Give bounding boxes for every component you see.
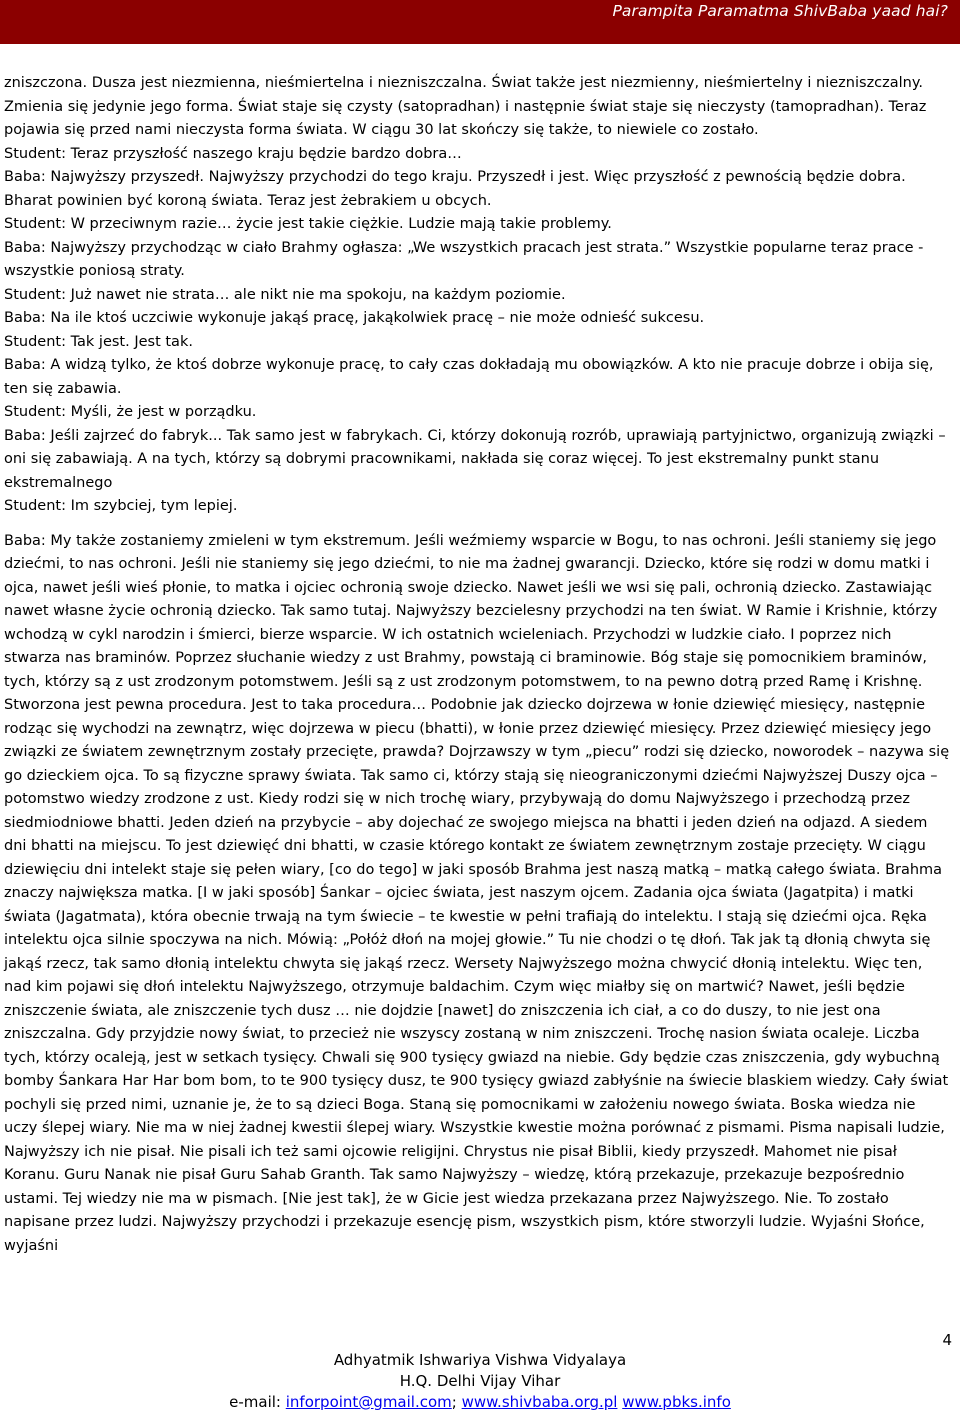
website-link-shivbaba[interactable]: www.shivbaba.org.pl (461, 1393, 618, 1411)
header-title: Parampita Paramatma ShivBaba yaad hai? (612, 2, 948, 20)
dialogue-line: Student: Myśli, że jest w porządku. (4, 404, 257, 420)
paragraph-gap (4, 519, 950, 530)
dialogue-line: Student: W przeciwnym razie… życie jest takie ciężkie. Ludzie mają takie problemy. (4, 216, 612, 232)
dialogue-line: Student: Tak jest. Jest tak. (4, 333, 193, 350)
dialogue-line: Baba: Najwyższy przychodząc w ciało Brahmy ogłasza: „We wszystkich pracach jest strata.” Wszystkie popularne teraz prace - wszystkie poniosą straty. (4, 239, 924, 279)
footer-contact-line (0, 1392, 960, 1413)
dialogue-line: Baba: Najwyższy przyszedł. Najwyższy przychodzi do tego kraju. Przyszedł i jest. Więc przyszłość z pewnością będzie dobra. Bharat powinien być koroną świata. Teraz jest żebrakiem u obcych. (4, 169, 906, 209)
footer-address: H.Q. Delhi Vijay Vihar (399, 1372, 561, 1390)
footer-email-label: e-mail: (229, 1393, 281, 1411)
dialogue-line: Baba: Jeśli zajrzeć do fabryk... Tak samo jest w fabrykach. Ci, którzy dokonują rozrób, uprawiają partyjnictwo, organizują związki – oni się zabawiają. A na tych, którzy są dobrymi pracownikami, nakłada się coraz więcej. To jest ekstremalny punkt stanu ekstremalnego (4, 427, 946, 491)
document-body (4, 72, 950, 1258)
dialogue-line: Student: Im szybciej, tym lepiej. (4, 498, 238, 514)
dialogue-line: Baba: Na ile ktoś uczciwie wykonuje jakąś pracę, jakąkolwiek pracę – nie może odnieść sukcesu. (4, 310, 705, 326)
email-link[interactable]: inforpoint@gmail.com (285, 1393, 452, 1411)
paragraph-main: Baba: My także zostaniemy zmieleni w tym ekstremum. Jeśli weźmiemy wsparcie w Bogu, to nas ochroni. Jeśli staniemy się jego dziećmi, to nas ochroni. Jeśli nie staniemy się jego dziećmi, to nie ma żadnej gwarancji. Dziecko, które się rodzi w domu matki i ojca, nawet jeśli wieś płonie, to matka i ojciec ochronią swoje dziecko. Nawet jeśli we wsi się pali, ochronią dziecko. Zastawiając nawet własne życie ochronią dziecko. Tak samo tutaj. Najwyższy bezcielesny przychodzi na ten świat. W Ramie i Krishnie, którzy wchodzą w cykl narodzin i śmierci, bierze wsparcie. W ich ostatnich wcieleniach. Przychodzi w ludzkie ciało. I poprzez nich stwarza nas braminów. Poprzez słuchanie wiedzy z ust Brahmy, powstają ci braminowie. Bóg staje się pomocnikiem braminów, tych, którzy są z ust zrodzonym potomstwem. Jeśli są z ust zrodzonym potomstwem, to na pewno dotrą przed Ramę i Krishnę. Stworzona jest pewna procedura. Jest to taka procedura… Podobnie jak dziecko dojrzewa w łonie dziewięć miesięcy, następnie rodząc się wychodzi na zewnątrz, więc dojrzewa w piecu (bhatti), w łonie przez dziewięć miesięcy. Przez dziewięć miesięcy jego związki ze światem zewnętrznym zostały przecięte, prawda? Dojrzawszy w tym „piecu” rodzi się dziecko, noworodek – nazywa się go dzieckiem ojca. To są fizyczne sprawy świata. Tak samo ci, którzy stają się nieograniczonymi dziećmi Najwyższej Duszy ojca – potomstwo wiedzy zrodzone z ust. Kiedy rodzi się w nich trochę wiary, przybywają do domu Najwyższego i przechodzą przez siedmiodniowe bhatti. Jeden dzień na przybycie – aby dojechać ze swojego miejsca na bhatti i jeden dzień na odjazd. A siedem dni bhatti na miejscu. To jest dziewięć dni bhatti, w czasie którego kontakt ze światem zewnętrznym zostaje przecięty. W ciągu dziewięciu dni intelekt staje się pełen wiary, [co do tego] w jaki sposób Brahma jest naszą matką – matką całego świata. Brahma znaczy największa matka. [I w jaki sposób] Śankar – ojciec świata, jest naszym ojcem. Zadania ojca świata (Jagatpita) i matki świata (Jagatmata), która obecnie trwają na tym świecie – te kwestie w pełni trafiają do intelektu. I stają się dziećmi ojca. Ręka intelektu ojca silnie spoczywa na nich. Mówią: „Połóż dłoń na mojej głowie.” Tu nie chodzi o tę dłoń. Tak jak tą dłonią chwyta się jakąś rzecz, tak samo dłonią intelektu chwyta się jakąś rzecz. Wersety Najwyższego można chwycić dłonią intelektu. Więc ten, nad kim pojawi się dłoń intelektu Najwyższego, otrzymuje baldachim. Czym więc miałby się on martwić? Nawet, jeśli będzie zniszczenie świata, ale zniszczenie tych dusz … nie dojdzie [nawet] do zniszczenia ich ciał, a co do duszy, to nie jest ona zniszczalna. Gdy przyjdzie nowy świat, to przecież nie wszyscy zostaną w nim zniszczeni. Trochę nasion świata ocaleje. Liczba tych, którzy ocaleją, jest w setkach tysięcy. Chwali się 900 tysięcy gwiazd na niebie. Gdy będzie czas zniszczenia, gdy wybuchną bomby Śankara Har Har bom bom, to te 900 tysięcy dusz, te 900 tysięcy gwiazd zabłyśnie na świecie blaskiem wiedzy. Cały świat pochyli się przed nimi, uznanie je, że to są dzieci Boga. Staną się pomocnikami w założeniu nowego świata. Boska wiedza nie uczy ślepej wiary. Nie ma w niej żadnej kwestii ślepej wiary. Wszystkie kwestie można porównać z pismami. Pisma napisali ludzie, Najwyższy ich nie pisał. Nie pisali ich też sami ojcowie religijni. Chrystus nie pisał Biblii, kiedy przyszedł. Mahomet nie pisał Koranu. Guru Nanak nie pisał Guru Sahab Granth. Tak samo Najwyższy – wiedzę, którą przekazuje, przekazuje bezpośrednio ustami. Tej wiedzy nie ma w pismach. [Nie jest tak], że w Gicie jest wiedza przekazana przez Najwyższego. Nie. To zostało napisane przez ludzi. Najwyższy przychodzi i przekazuje esencję pism, wszystkich pism, które stworzyli ludzie. Wyjaśni Słońce, wyjaśni (4, 532, 950, 1254)
page-number: 4 (942, 1331, 952, 1349)
dialogue-line: Student: Teraz przyszłość naszego kraju będzie bardzo dobra… (4, 145, 462, 162)
dialogue-line: Student: Już nawet nie strata… ale nikt nie ma spokoju, na każdym poziomie. (4, 286, 566, 303)
page-footer (0, 1350, 960, 1413)
page-header (0, 0, 960, 44)
paragraph-intro: zniszczona. Dusza jest niezmienna, nieśmiertelna i niezniszczalna. Świat także jest niezmienny, nieśmiertelny i niezniszczalny. Zmienia się jedynie jego forma. Świat staje się czysty (satopradhan) i następnie świat staje się nieczysty (tamopradhan). Teraz pojawia się przed nami nieczysta forma świata. W ciągu 30 lat skończy się także, to niewiele co zostało. (4, 75, 927, 138)
footer-separator: ; (451, 1393, 457, 1411)
footer-org-name: Adhyatmik Ishwariya Vishwa Vidyalaya (333, 1351, 627, 1369)
dialogue-line: Baba: A widzą tylko, że ktoś dobrze wykonuje pracę, to cały czas dokładają mu obowiązków. A kto nie pracuje dobrze i obija się, ten się zabawia. (4, 357, 934, 397)
website-link-pbks[interactable]: www.pbks.info (622, 1393, 731, 1411)
